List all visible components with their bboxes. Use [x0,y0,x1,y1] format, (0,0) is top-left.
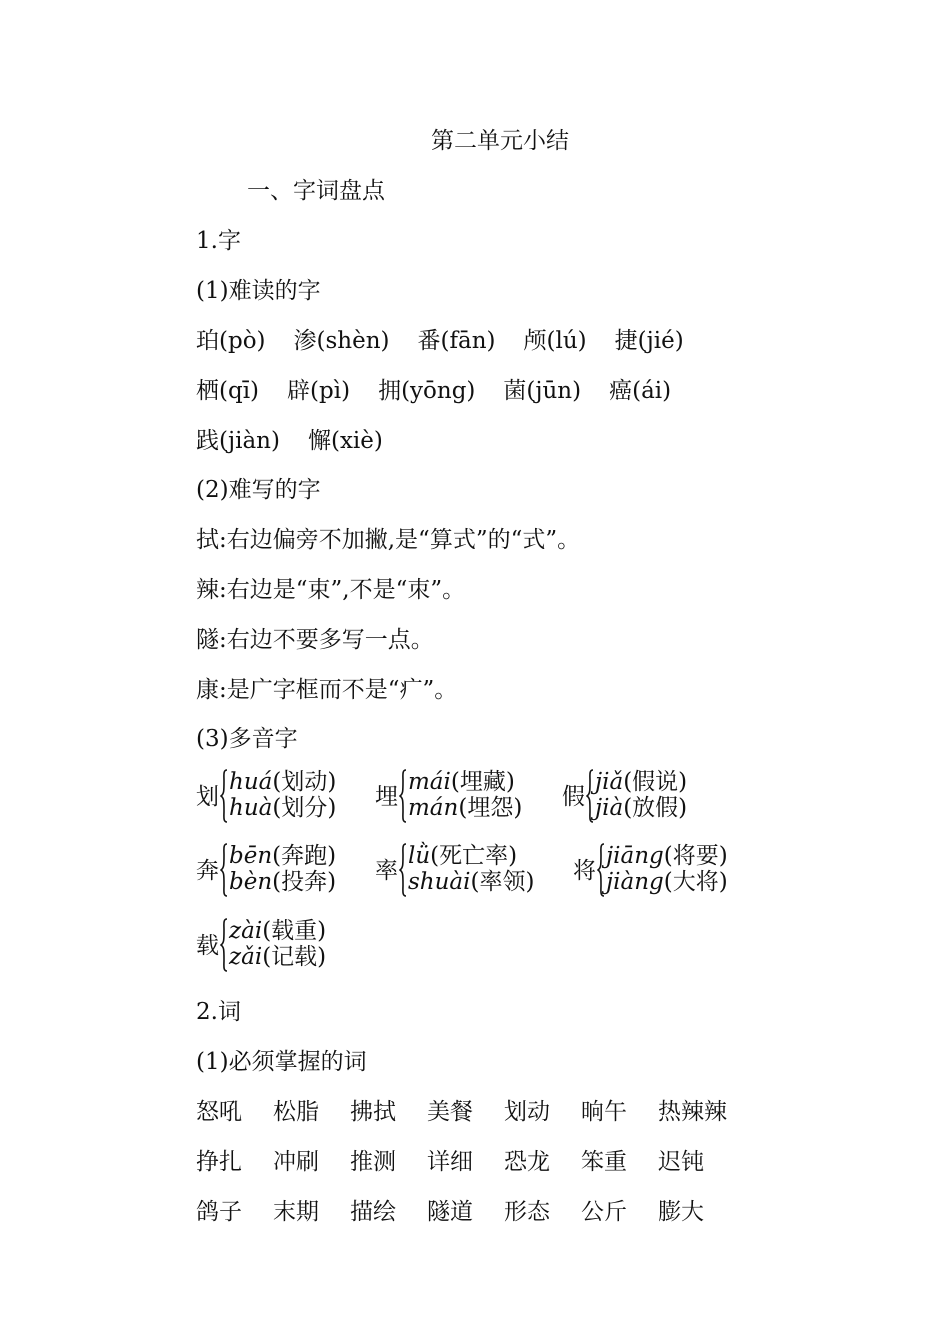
example-word: (放假) [623,795,688,821]
pinyin: jiǎ [595,769,624,795]
page-title: 第二单元小结 [431,128,569,154]
nandu-item: 番(fān) [417,328,496,354]
word-item: 划动 [504,1099,550,1125]
pinyin: shuài [408,869,471,895]
polyphone-char: 假 [562,784,585,810]
polyphone-reading [606,869,728,895]
word-item: 详细 [427,1149,473,1175]
word-item: 隧道 [427,1199,473,1225]
example-word: (划动) [272,769,337,795]
polyphone-char: 埋 [375,784,398,810]
pinyin: jiāng [606,843,664,869]
example-word: (将要) [663,843,728,869]
pinyin: zài [229,918,263,944]
word-item: 末期 [273,1199,319,1225]
polyphone-char: 载 [196,933,219,959]
word-item: 描绘 [350,1199,396,1225]
brace-icon [220,918,228,972]
example-word: (率领) [470,869,535,895]
word-item: 冲刷 [273,1149,319,1175]
nanxie-line: 辣:右边是“束”,不是“朿”。 [196,577,466,603]
pinyin: jià [595,795,624,821]
pinyin: jiàng [606,869,664,895]
nandu-item: 珀(pò) [196,328,266,354]
word-row [196,1197,735,1227]
polyphone-char: 将 [573,858,596,884]
polyphone-reading [229,918,326,944]
word-item: 挣扎 [196,1149,242,1175]
heading-nandu: (1)难读的字 [196,278,321,304]
brace-icon [399,843,407,897]
word-item: 形态 [504,1199,550,1225]
example-word: (奔跑) [272,843,337,869]
nandu-item: 践(jiàn) [196,428,280,454]
polyphone-char: 奔 [196,858,219,884]
polyphone-reading [229,795,336,821]
pinyin: lǜ [408,843,431,869]
nandu-row [196,376,671,406]
nandu-row [196,326,684,356]
section-heading-zici: 一、字词盘点 [247,178,385,204]
word-item: 公斤 [581,1199,627,1225]
nandu-item: 颅(lú) [523,328,587,354]
pinyin: huà [229,795,273,821]
example-word: (埋藏) [450,769,515,795]
nandu-item: 癌(ái) [609,378,672,404]
pinyin: bèn [229,869,273,895]
word-item: 怒吼 [196,1099,242,1125]
word-item: 恐龙 [504,1149,550,1175]
example-word: (假说) [623,769,688,795]
example-word: (投奔) [272,869,337,895]
polyphone-reading [229,769,336,795]
pinyin: bēn [229,843,273,869]
polyphone-reading [595,769,687,795]
nanxie-line: 拭:右边偏旁不加撇,是“算式”的“式”。 [196,527,581,553]
word-item: 美餐 [427,1099,473,1125]
brace-icon [586,769,594,823]
nanxie-line: 隧:右边不要多写一点。 [196,627,434,653]
nandu-row [196,426,383,456]
polyphone-char: 率 [375,858,398,884]
heading-ci: 2.词 [196,999,241,1025]
example-word: (划分) [272,795,337,821]
example-word: (埋怨) [458,795,523,821]
example-word: (载重) [262,918,327,944]
example-word: (大将) [663,869,728,895]
pinyin: zǎi [229,944,263,970]
heading-nanxie: (2)难写的字 [196,477,321,503]
heading-duoyin: (3)多音字 [196,726,298,752]
nandu-item: 捷(jié) [614,328,684,354]
example-word: (死亡率) [430,843,518,869]
polyphone-reading [408,869,534,895]
heading-bixu: (1)必须掌握的词 [196,1049,367,1075]
polyphone-reading [595,795,687,821]
word-item: 热辣辣 [658,1099,727,1125]
polyphone-reading [408,843,517,869]
nandu-item: 菌(jūn) [503,378,582,404]
word-item: 拂拭 [350,1099,396,1125]
brace-icon [399,769,407,823]
polyphone-reading [229,869,336,895]
word-item: 松脂 [273,1099,319,1125]
word-item: 膨大 [658,1199,704,1225]
brace-icon [220,843,228,897]
polyphone-reading [408,769,515,795]
nandu-item: 辟(pì) [287,378,351,404]
example-word: (记载) [262,944,327,970]
nandu-item: 栖(qī) [196,378,260,404]
polyphone-reading [229,944,326,970]
brace-icon [220,769,228,823]
nandu-item: 懈(xiè) [307,428,383,454]
word-row [196,1147,735,1177]
word-item: 推测 [350,1149,396,1175]
polyphone-reading [606,843,728,869]
pinyin: mán [408,795,459,821]
polyphone-reading [408,795,522,821]
word-item: 晌午 [581,1099,627,1125]
pinyin: mái [408,769,451,795]
nandu-item: 渗(shèn) [293,328,390,354]
pinyin: huá [229,769,273,795]
brace-icon [597,843,605,897]
heading-zi: 1.字 [196,228,241,254]
word-item: 鸽子 [196,1199,242,1225]
polyphone-reading [229,843,336,869]
nanxie-line: 康:是广字框而不是“疒”。 [196,677,458,703]
word-item: 笨重 [581,1149,627,1175]
word-row [196,1097,735,1127]
word-item: 迟钝 [658,1149,704,1175]
nandu-item: 拥(yōng) [378,378,476,404]
polyphone-char: 划 [196,784,219,810]
